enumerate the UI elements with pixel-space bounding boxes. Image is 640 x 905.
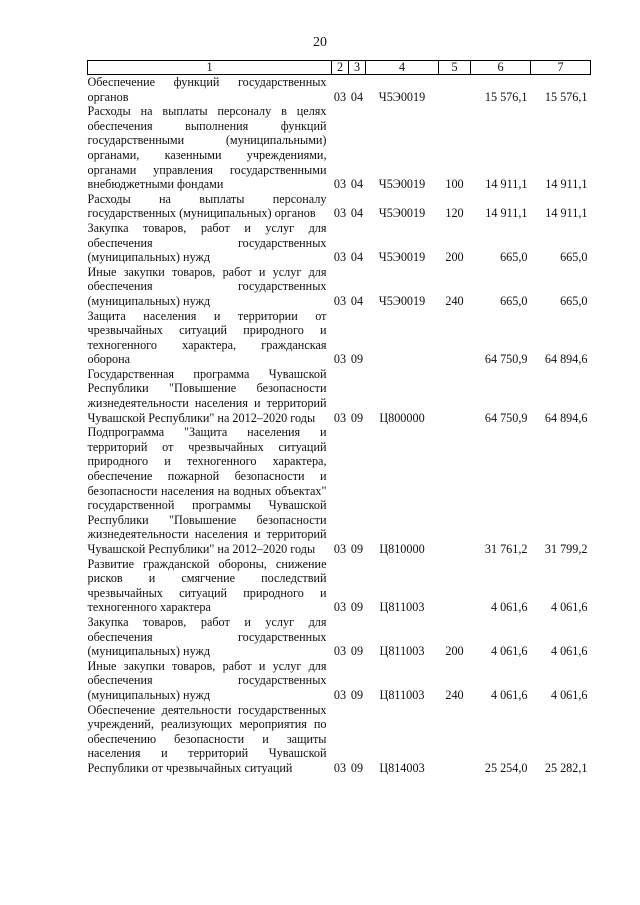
- row-name: Обеспечение функций государственных органов: [87, 75, 327, 104]
- table-row: [88, 309, 591, 367]
- row-amount-1: 665,0: [500, 293, 528, 308]
- row-expense-type: 240: [445, 687, 464, 702]
- row-subsection: 04: [350, 250, 364, 265]
- row-subsection: 09: [350, 542, 364, 556]
- row-expense-type: 100: [445, 177, 464, 192]
- row-amount-1: 64 750,9: [484, 352, 528, 367]
- table-row: [88, 659, 591, 703]
- row-subsection: 09: [350, 760, 364, 775]
- row-section: 03: [333, 293, 347, 308]
- row-amount-1: 14 911,1: [485, 177, 528, 192]
- row-target-article: Ч5Э0019: [378, 89, 426, 104]
- row-section: 03: [333, 542, 347, 556]
- row-section: 03: [333, 687, 347, 702]
- row-name: Расходы на выплаты персоналу государственных (муниципальных) органов: [87, 191, 327, 221]
- row-amount-1: 64 750,9: [484, 410, 528, 425]
- row-expense-type: 120: [445, 206, 464, 221]
- row-amount-2: 4 061,6: [550, 600, 588, 615]
- row-amount-1: 14 911,1: [485, 206, 528, 221]
- row-name: Защита населения и территории от чрезвычайных ситуаций природного и техногенного характера, гражданская оборона: [87, 308, 327, 367]
- row-subsection: 04: [350, 89, 364, 104]
- table-row: [88, 192, 591, 221]
- row-target-article: Ц800000: [379, 410, 425, 425]
- table-row: [88, 557, 591, 615]
- row-section: 03: [333, 352, 347, 367]
- row-amount-2: 665,0: [560, 250, 588, 265]
- row-amount-2: 64 894,6: [544, 410, 588, 425]
- table-row: [88, 221, 591, 265]
- row-name: Иные закупки товаров, работ и услуг для обеспечения государственных (муниципальных) нужд: [87, 658, 327, 702]
- header-col-1: 1: [88, 61, 332, 75]
- row-amount-1: 31 761,2: [484, 542, 528, 556]
- row-target-article: Ч5Э0019: [378, 177, 426, 192]
- row-target-article: Ц811003: [379, 644, 425, 659]
- row-amount-1: 665,0: [500, 250, 528, 265]
- row-section: 03: [333, 250, 347, 265]
- row-expense-type: [439, 367, 471, 425]
- row-expense-type: 200: [445, 644, 464, 659]
- row-name: Развитие гражданской обороны, снижение рисков и смягчение последствий чрезвычайных ситуаций природного и техногенного характера: [87, 556, 327, 615]
- row-amount-2: 64 894,6: [544, 352, 588, 367]
- row-section: 03: [333, 206, 347, 221]
- row-amount-1: 4 061,6: [490, 600, 528, 615]
- row-section: 03: [333, 177, 347, 192]
- row-amount-2: 4 061,6: [550, 687, 588, 702]
- page-number: 20: [313, 35, 327, 50]
- row-amount-2: 25 282,1: [544, 760, 588, 775]
- row-target-article: Ц814003: [379, 760, 425, 775]
- row-target-article: Ч5Э0019: [378, 206, 426, 221]
- row-expense-type: [439, 309, 471, 367]
- table-row: [88, 425, 591, 556]
- row-target-article: Ц811003: [379, 600, 425, 615]
- row-amount-1: 25 254,0: [484, 760, 528, 775]
- row-section: 03: [333, 644, 347, 659]
- row-subsection: 09: [350, 600, 364, 615]
- row-amount-2: 15 576,1: [544, 89, 588, 104]
- table-row: [88, 75, 591, 105]
- row-amount-1: 15 576,1: [484, 89, 528, 104]
- row-subsection: 09: [350, 644, 364, 659]
- header-col-4: 4: [366, 61, 439, 75]
- row-section: 03: [333, 89, 347, 104]
- row-subsection: 04: [350, 177, 364, 192]
- row-amount-2: 14 911,1: [545, 206, 588, 221]
- row-section: 03: [333, 600, 347, 615]
- table-header-row: [88, 61, 591, 75]
- row-subsection: 04: [350, 293, 364, 308]
- table-row: [88, 104, 591, 192]
- row-name: Государственная программа Чувашской Республики "Повышение безопасности жизнедеятельности населения и территорий Чувашской Республики" на 2012–2020 годы: [87, 366, 327, 425]
- row-target-article: Ч5Э0019: [378, 250, 426, 265]
- row-expense-type: [439, 703, 471, 776]
- header-col-7: 7: [531, 61, 591, 75]
- row-expense-type: 200: [445, 250, 464, 265]
- row-name: Подпрограмма "Защита населения и территорий от чрезвычайных ситуаций природного и техногенного характера, обеспечение пожарной безопасности и безопасности населения на водных объектах" государственной программы Чувашской Республики "Повышение безопасности жизнедеятельности населения и территорий Чувашской Республики" на 2012–2020 годы: [87, 425, 327, 556]
- row-name: Обеспечение деятельности государственных учреждений, реализующих мероприятия по обеспечению безопасности и защиты населения и территорий Чувашской Республики от чрезвычайных ситуаций: [87, 702, 327, 775]
- row-subsection: 09: [350, 687, 364, 702]
- budget-table: [87, 60, 591, 776]
- row-target-article: [366, 309, 439, 367]
- row-expense-type: 240: [445, 293, 464, 308]
- header-col-2: 2: [332, 61, 349, 75]
- row-target-article: Ч5Э0019: [378, 293, 426, 308]
- row-amount-2: 31 799,2: [544, 542, 588, 556]
- row-expense-type: [439, 557, 471, 615]
- table-row: [88, 265, 591, 309]
- table-row: [88, 703, 591, 776]
- row-name: Закупка товаров, работ и услуг для обеспечения государственных (муниципальных) нужд: [87, 220, 327, 265]
- row-section: 03: [333, 410, 347, 425]
- header-col-3: 3: [349, 61, 366, 75]
- row-subsection: 09: [350, 352, 364, 367]
- table-row: [88, 367, 591, 425]
- table-row: [88, 615, 591, 659]
- row-amount-2: 665,0: [560, 293, 588, 308]
- header-col-5: 5: [439, 61, 471, 75]
- row-name: Расходы на выплаты персоналу в целях обеспечения выполнения функций государственными (муниципальными) органами, казенными учреждениями, органами управления государственными внебюджетными фондами: [87, 104, 327, 192]
- row-target-article: Ц811003: [379, 687, 425, 702]
- row-name: Закупка товаров, работ и услуг для обеспечения государственных (муниципальных) нужд: [87, 614, 327, 659]
- row-target-article: Ц810000: [379, 542, 425, 556]
- row-expense-type: [439, 425, 471, 556]
- header-col-6: 6: [471, 61, 531, 75]
- row-section: 03: [333, 760, 347, 775]
- row-expense-type: [439, 75, 471, 105]
- row-subsection: 04: [350, 206, 364, 221]
- row-amount-1: 4 061,6: [490, 644, 528, 659]
- row-amount-1: 4 061,6: [490, 687, 528, 702]
- row-amount-2: 14 911,1: [545, 177, 588, 192]
- row-subsection: 09: [350, 410, 364, 425]
- row-name: Иные закупки товаров, работ и услуг для обеспечения государственных (муниципальных) нужд: [87, 264, 327, 308]
- row-amount-2: 4 061,6: [550, 644, 588, 659]
